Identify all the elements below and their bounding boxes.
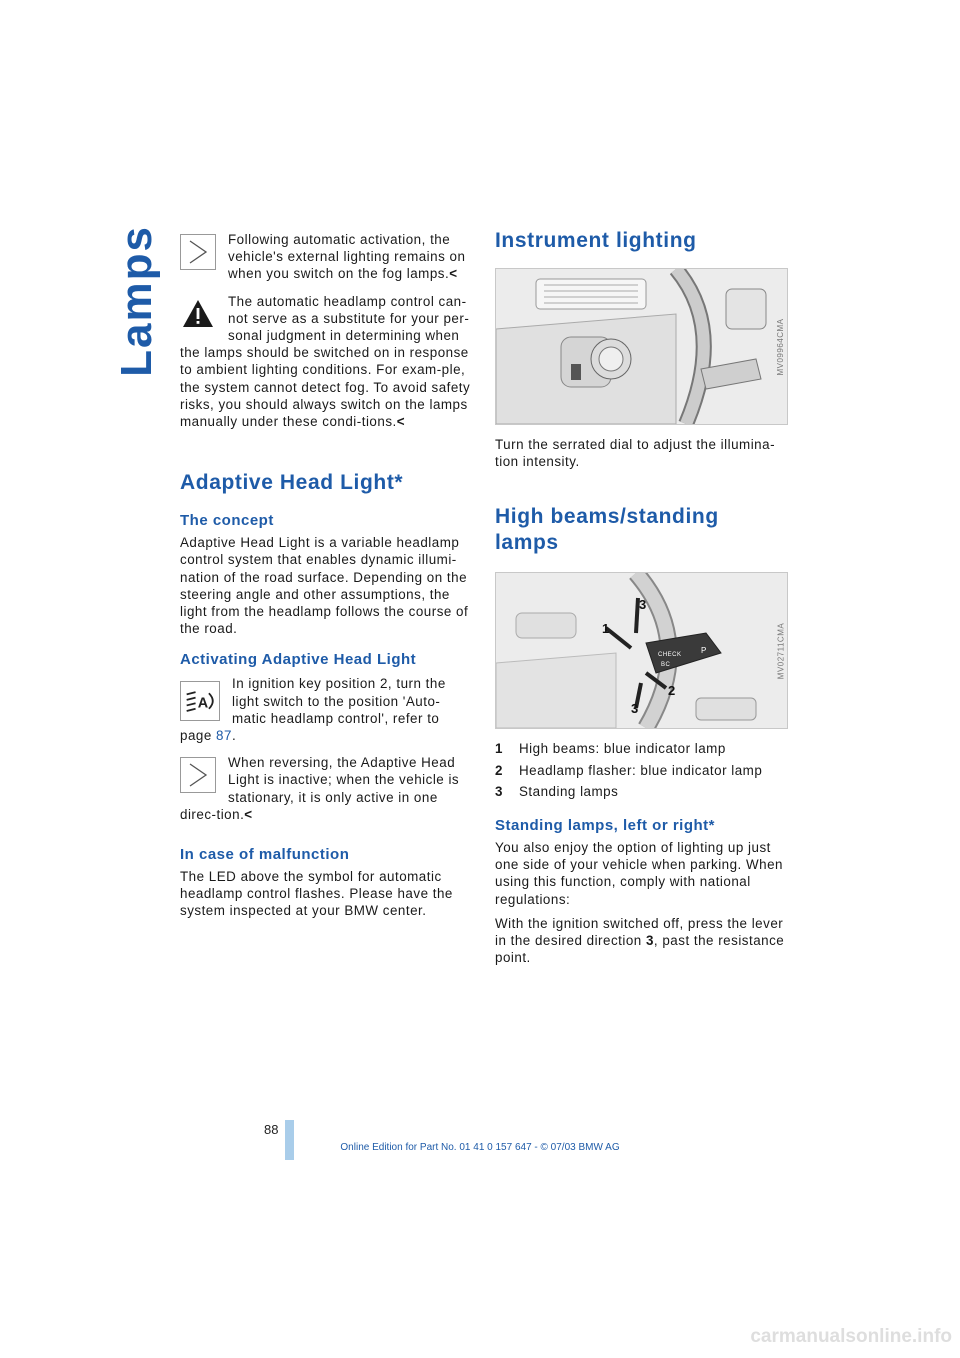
note-reversing-text: When reversing, the Adaptive Head Light is inactive; when the vehicle is stationary, it is only active in one direc-tion.: [180, 755, 460, 822]
arrow-label-3-up: 3: [639, 597, 647, 613]
heading-instrument-lighting: Instrument lighting: [495, 229, 697, 252]
list-number: 2: [495, 762, 503, 778]
malfunction-text: The LED above the symbol for automatic headlamp control flashes. Please have the system inspected at your BMW center.: [180, 869, 453, 919]
svg-text:A: A: [197, 696, 209, 713]
instrument-lighting-figure: [495, 268, 788, 425]
page-number: 88: [264, 1122, 279, 1137]
note-fog-lamps: [180, 231, 472, 283]
figure-code: MV02711CMA: [776, 622, 786, 680]
concept-text: Adaptive Head Light is a variable headlamp control system that enables dynamic illumi-nation of the road surface. Depending on the steering angle and other assumptions, the light from the headlamp follows the course of the road.: [180, 535, 469, 637]
activating-block: A In ignition key position 2, turn the light switch to the position 'Auto-matic headlamp control', refer to page 87.: [180, 676, 446, 744]
end-mark-icon: <: [244, 806, 253, 822]
list-item: [495, 762, 787, 779]
watermark: carmanualsonline.info: [750, 1326, 952, 1347]
page-marker-bar: [285, 1120, 294, 1160]
list-text: Standing lamps: [519, 783, 619, 799]
end-mark-icon: <: [449, 266, 458, 282]
activating-text: In ignition key position 2, turn the light switch to the position 'Auto-matic headlamp control', refer to page: [180, 676, 446, 744]
list-item: [495, 740, 787, 757]
note-reversing: [180, 754, 472, 823]
right-column: [495, 226, 787, 966]
list-number: 1: [495, 741, 503, 757]
standing-text-1: You also enjoy the option of lighting up just one side of your vehicle when parking. When using this function, comply with national regulations:: [495, 840, 783, 907]
heading-activating: Activating Adaptive Head Light: [180, 651, 417, 669]
note-arrow-icon: [180, 757, 216, 793]
auto-headlamp-icon: [180, 681, 220, 721]
list-text: High beams: blue indicator lamp: [519, 741, 726, 757]
list-text: Headlamp flasher: blue indicator lamp: [519, 762, 763, 778]
dashboard-light-switch-illustration: [496, 269, 787, 424]
lever-p-label: P: [701, 646, 707, 656]
heading-adaptive-head-light: Adaptive Head Light*: [180, 471, 404, 495]
heading-high-beams: High beams/standing lamps: [495, 505, 719, 555]
lever-bc-label: BC: [661, 662, 671, 669]
warning-headlamp-control: [180, 293, 472, 431]
section-title: Lamps: [112, 225, 161, 377]
warning-triangle-icon: [180, 296, 216, 332]
standing-text-2a: With the ignition switched off, press the lever in the desired direction: [495, 915, 784, 949]
list-item: [495, 783, 787, 800]
page-link-87[interactable]: 87: [216, 728, 232, 744]
lever-check-label: CHECK: [658, 652, 682, 659]
figure-code: MV09964CMA: [775, 317, 785, 376]
note-arrow-icon: [180, 234, 216, 270]
arrow-label-3-down: 3: [631, 701, 639, 717]
heading-standing-lamps: Standing lamps, left or right*: [495, 817, 716, 835]
heading-concept: The concept: [180, 512, 274, 530]
turn-signal-lever-illustration: [496, 573, 787, 728]
high-beams-figure: [495, 572, 788, 729]
list-number: 3: [495, 783, 503, 799]
note-fog-lamps-text: Following automatic activation, the vehicle's external lighting remains on when you switch on the fog lamps.: [228, 232, 466, 282]
arrow-label-1: 1: [602, 621, 610, 637]
warning-text: The automatic headlamp control can-not serve as a substitute for your per-sonal judgment in determining when the lamps should be switched on in response to ambient lighting conditions. For exam-ple, the system cannot detect fog. To avoid safety risks, you should always switch on the lamps manually under these condi-tions.: [180, 293, 471, 430]
left-column: [180, 231, 472, 920]
heading-malfunction: In case of malfunction: [180, 846, 350, 864]
lamp-list: [495, 740, 787, 800]
footer-text: Online Edition for Part No. 01 41 0 157 647 - © 07/03 BMW AG: [340, 1142, 620, 1153]
standing-text-2: [495, 915, 787, 967]
standing-direction-number: 3: [645, 933, 654, 949]
end-mark-icon: <: [396, 414, 406, 430]
standing-text-2b: , past the resistance point.: [495, 933, 785, 966]
instrument-text: Turn the serrated dial to adjust the illumina-tion intensity.: [495, 437, 776, 470]
arrow-label-2: 2: [668, 683, 676, 699]
